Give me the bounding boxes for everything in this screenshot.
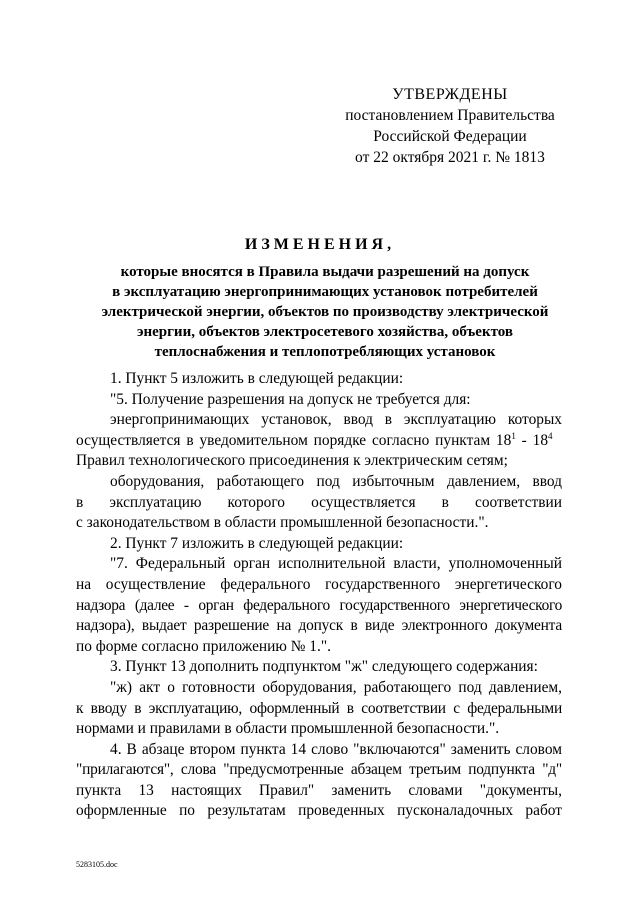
approval-line-3: от 22 октября 2021 г. № 1813 xyxy=(355,149,545,166)
paragraph-3-line-1: энергопринимающих установок, ввод в эксплуатацию которых xyxy=(110,411,562,429)
paragraph-4-line-3: с законодательством в области промышленной безопасности.". xyxy=(76,514,489,532)
paragraph-7: 3. Пункт 13 дополнить подпунктом "ж" следующего содержания: xyxy=(110,658,538,676)
approval-block xyxy=(330,84,570,168)
subtitle-line-5: теплоснабжения и теплопотребляющих установок xyxy=(154,344,496,360)
subtitle-line-4: энергии, объектов электросетевого хозяйства, объектов xyxy=(137,324,513,340)
subtitle-line-2: в эксплуатацию энергопринимающих установок потребителей xyxy=(112,284,538,300)
document-title: ИЗМЕНЕНИЯ, xyxy=(244,236,396,253)
paragraph-6-line-2: на осуществление федерального государственного энергетического xyxy=(76,575,562,593)
paragraph-8-line-1: "ж) акт о готовности оборудования, работающего под давлением, xyxy=(110,678,562,696)
document-body xyxy=(76,369,562,822)
paragraph-9-line-3: пункта 13 настоящих Правил" заменить словами "документы, xyxy=(76,781,562,799)
paragraph-9-line-2: "прилагаются", слова "предусмотренные абзацем третьим подпункта "д" xyxy=(76,761,562,779)
paragraph-6-line-5: по форме согласно приложению № 1.". xyxy=(76,637,331,655)
paragraph-8-line-2: к вводу в эксплуатацию, оформленный в соответствии с федеральными xyxy=(76,699,562,717)
paragraph-6-line-1: "7. Федеральный орган исполнительной власти, уполномоченный xyxy=(110,555,562,573)
paragraph-8-line-3: нормами и правилами в области промышленной безопасности.". xyxy=(76,720,500,738)
approval-heading: УТВЕРЖДЕНЫ xyxy=(392,86,508,103)
document-subtitle xyxy=(80,262,570,362)
superscript-4: 4 xyxy=(548,430,553,441)
paragraph-9-line-4: оформленные по результатам проведенных пусконаладочных работ xyxy=(76,802,562,820)
paragraph-6-line-3: надзора (далее - орган федерального государственного энергетического xyxy=(76,596,562,614)
footer-filename: 5283105.doc xyxy=(76,860,118,869)
paragraph-5: 2. Пункт 7 изложить в следующей редакции: xyxy=(110,534,404,552)
paragraph-4-line-1: оборудования, работающего под избыточным давлением, ввод xyxy=(110,472,562,490)
paragraph-3-line-2: осуществляется в уведомительном порядке согласно пунктам $18^1 - 18^4$ xyxy=(76,430,553,449)
subtitle-line-3: электрической энергии, объектов по производству электрической xyxy=(101,304,549,320)
subtitle-line-1: которые вносятся в Правила выдачи разрешений на допуск xyxy=(120,264,530,280)
approval-line-1: постановлением Правительства xyxy=(345,107,555,124)
paragraph-9-line-1: 4. В абзаце втором пункта 14 слово "включаются" заменить словом xyxy=(110,740,562,758)
paragraph-2: "5. Получение разрешения на допуск не требуется для: xyxy=(110,390,471,408)
approval-line-2: Российской Федерации xyxy=(373,128,527,145)
paragraph-3-line-3: Правил технологического присоединения к электрическим сетям; xyxy=(76,452,508,470)
paragraph-1: 1. Пункт 5 изложить в следующей редакции: xyxy=(110,370,404,387)
paragraph-6-line-4: надзора), выдает разрешение на допуск в виде электронного документа xyxy=(76,617,562,635)
paragraph-4-line-2: в эксплуатацию которого осуществляется в соответствии xyxy=(76,493,562,511)
superscript-1: 1 xyxy=(511,430,516,441)
